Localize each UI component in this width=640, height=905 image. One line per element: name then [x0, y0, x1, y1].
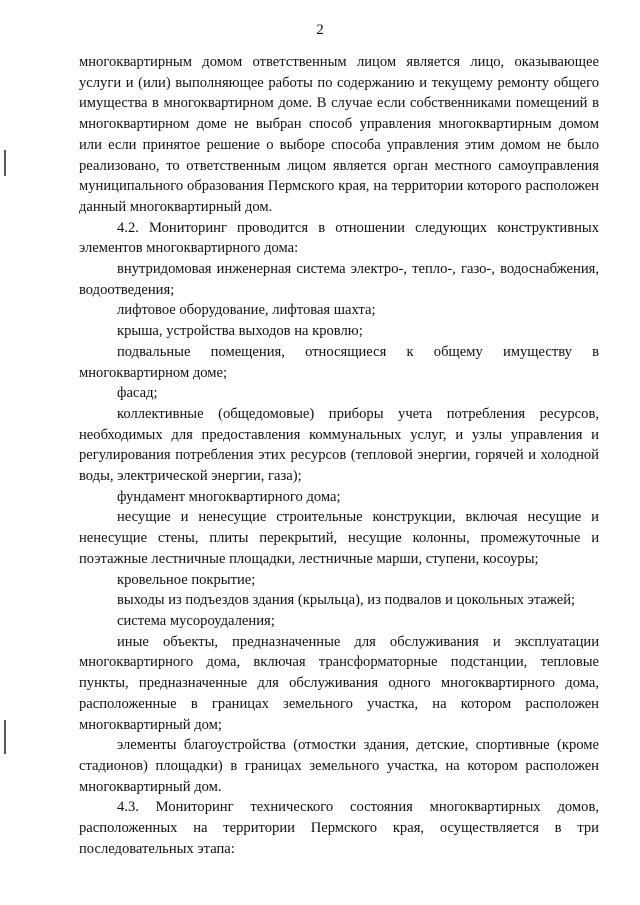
paragraph: система мусороудаления;: [117, 612, 275, 629]
paragraph: подвальные помещения, относящиеся к общему имуществу в многоквартирном доме;: [79, 343, 599, 381]
paragraph: многоквартирным домом ответственным лицом является лицо, оказывающее услуги и (или) выполняющее работы по содержанию и текущему ремонту общего имущества в многоквартирном доме. В случае если собственниками помещений в многоквартирном доме не выбран способ управления многоквартирным домом или если принятое решение о выборе способа управления этим домом не было реализовано, то ответственным лицом является орган местного самоуправления муниципального образования Пермского края, на территории которого расположен данный многоквартирный дом.: [79, 54, 599, 215]
paragraph: фундамент многоквартирного дома;: [117, 488, 341, 505]
paragraph: лифтовое оборудование, лифтовая шахта;: [117, 302, 376, 319]
paragraph: внутридомовая инженерная система электро-, тепло-, газо-, водоснабжения, водоотведения;: [79, 261, 599, 298]
paragraph: фасад;: [117, 385, 158, 402]
paragraph: кровельное покрытие;: [117, 571, 256, 588]
scan-edge-mark-top: [4, 150, 6, 176]
paragraph: 4.2. Мониторинг проводится в отношении следующих конструктивных элементов многоквартирного дома:: [79, 219, 599, 257]
scan-edge-mark-bottom: [4, 720, 6, 754]
paragraph: выходы из подъездов здания (крыльца), из подвалов и цокольных этажей;: [117, 592, 576, 609]
paragraph: крыша, устройства выходов на кровлю;: [117, 323, 363, 340]
page-number: 2: [316, 22, 324, 38]
document-body: [79, 52, 599, 859]
paragraph: коллективные (общедомовые) приборы учета потребления ресурсов, необходимых для предоставления коммунальных услуг, и узлы управления и регулирования потребления этих ресурсов (тепловой энергии, горячей и холодной воды, электрической энергии, газа);: [79, 405, 599, 485]
paragraph: 4.3. Мониторинг технического состояния многоквартирных домов, расположенных на территории Пермского края, осуществляется в три последовательных этапа:: [79, 799, 599, 857]
paragraph: элементы благоустройства (отмостки здания, детские, спортивные (кроме стадионов) площадки) в границах земельного участка, на котором расположен многоквартирный дом.: [79, 737, 599, 795]
paragraph: несущие и ненесущие строительные конструкции, включая несущие и ненесущие стены, плиты перекрытий, несущие колонны, промежуточные и поэтажные лестничные площадки, лестничные марши, ступени, косоуры;: [79, 509, 599, 567]
paragraph: иные объекты, предназначенные для обслуживания и эксплуатации многоквартирного дома, включая трансформаторные подстанции, тепловые пункты, предназначенные для обслуживания одного многоквартирного дома, расположенные в границах земельного участка, на котором расположен многоквартирный дом;: [79, 633, 599, 733]
